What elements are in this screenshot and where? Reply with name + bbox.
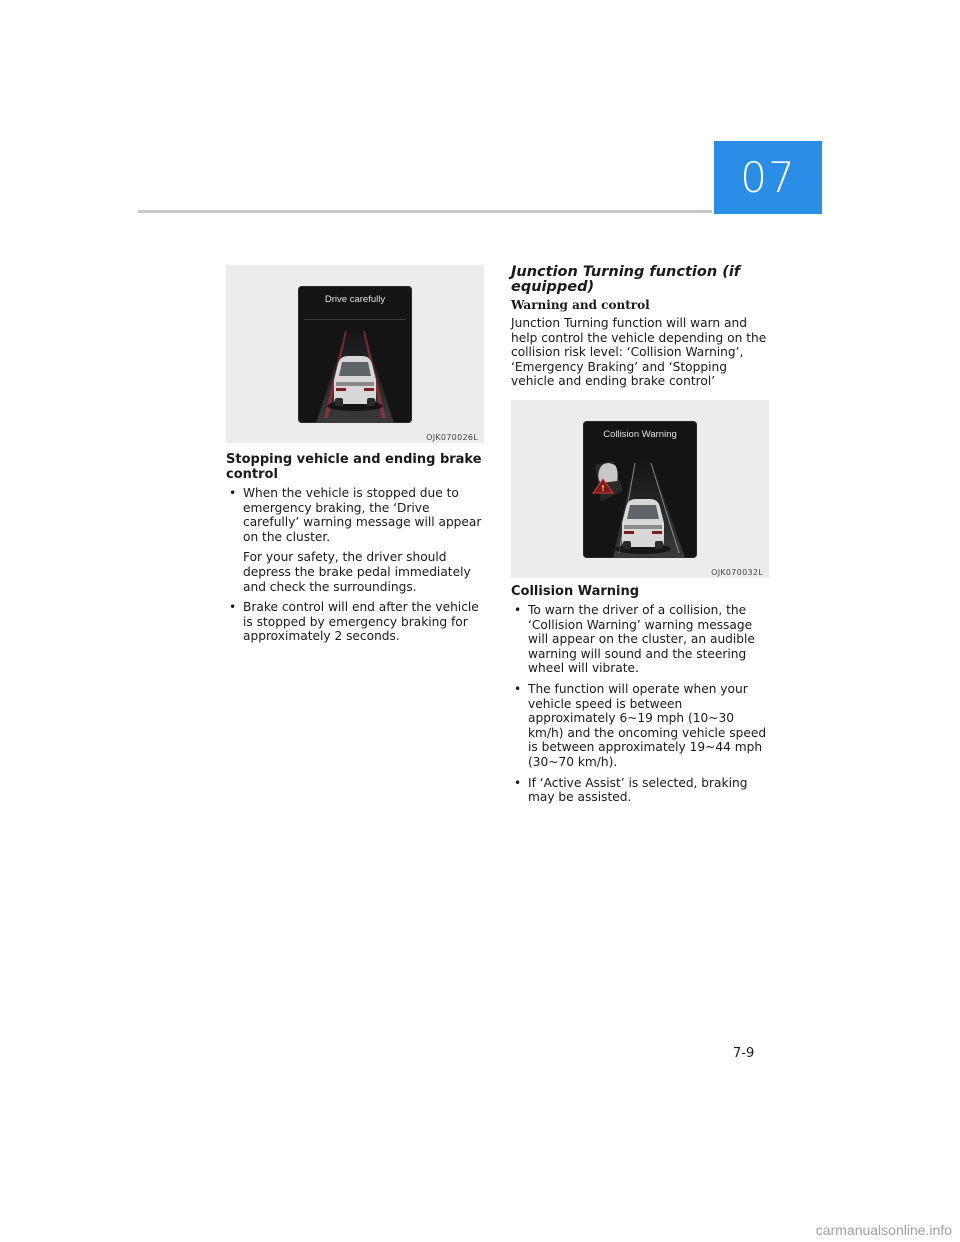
bullet-list — [226, 486, 486, 644]
cluster-message: Collision Warning — [603, 428, 677, 440]
left-column — [226, 265, 486, 650]
list-item — [511, 776, 773, 805]
bullet-list — [511, 603, 773, 805]
cluster-display — [583, 421, 697, 558]
subheading: Warning and control — [511, 298, 650, 312]
figure-code: OJK070032L — [711, 567, 763, 577]
figure-code: OJK070026L — [426, 433, 478, 442]
bullet-text: To warn the driver of a collision, the ‘Collision Warning’ warning message will appear on the cluster, an audible warning will sound and the steering wheel will vibrate. — [528, 602, 755, 676]
page-number: 7-9 — [733, 1046, 755, 1061]
list-item — [226, 600, 486, 644]
bullet-text: Brake control will end after the vehicle is stopped by emergency braking for approximately 2 seconds. — [243, 600, 479, 644]
bullet-text: If ‘Active Assist’ is selected, braking may be assisted. — [528, 775, 748, 805]
svg-text:!: ! — [601, 483, 605, 493]
junction-turning-icon — [583, 421, 697, 558]
section-title: Stopping vehicle and ending brake control — [226, 452, 482, 482]
figure-drive-carefully — [226, 265, 484, 443]
list-item — [511, 603, 773, 676]
header-rule — [138, 210, 712, 213]
right-column — [511, 265, 773, 811]
chapter-tab: 07 — [714, 141, 822, 214]
list-item — [511, 682, 773, 770]
bullet-text: When the vehicle is stopped due to emergency braking, the ‘Drive carefully’ warning message will appear on the cluster. — [243, 486, 482, 544]
intro-paragraph: Junction Turning function will warn and help control the vehicle depending on the collision risk level: ‘Collision Warning’, ‘Emergency Braking’ and ‘Stopping vehicle and ending brake control’ — [511, 316, 767, 389]
cluster-display — [298, 286, 412, 423]
cluster-message: Drive carefully — [324, 294, 386, 305]
figure-collision-warning — [511, 400, 769, 578]
section-heading: Junction Turning function (if equipped) — [511, 264, 741, 295]
car-rear-icon — [298, 286, 412, 423]
watermark: carmanualsonline.info — [815, 1222, 952, 1238]
bullet-text: The function will operate when your vehicle speed is between approximately 6~19 mph (10~30 km/h) and the oncoming vehicle speed is between approximately 19~44 mph (30~70 km/h). — [528, 681, 767, 769]
section-title: Collision Warning — [511, 583, 640, 599]
bullet-sub-text: For your safety, the driver should depress the brake pedal immediately and check the surroundings. — [243, 550, 471, 594]
list-item — [226, 486, 486, 594]
